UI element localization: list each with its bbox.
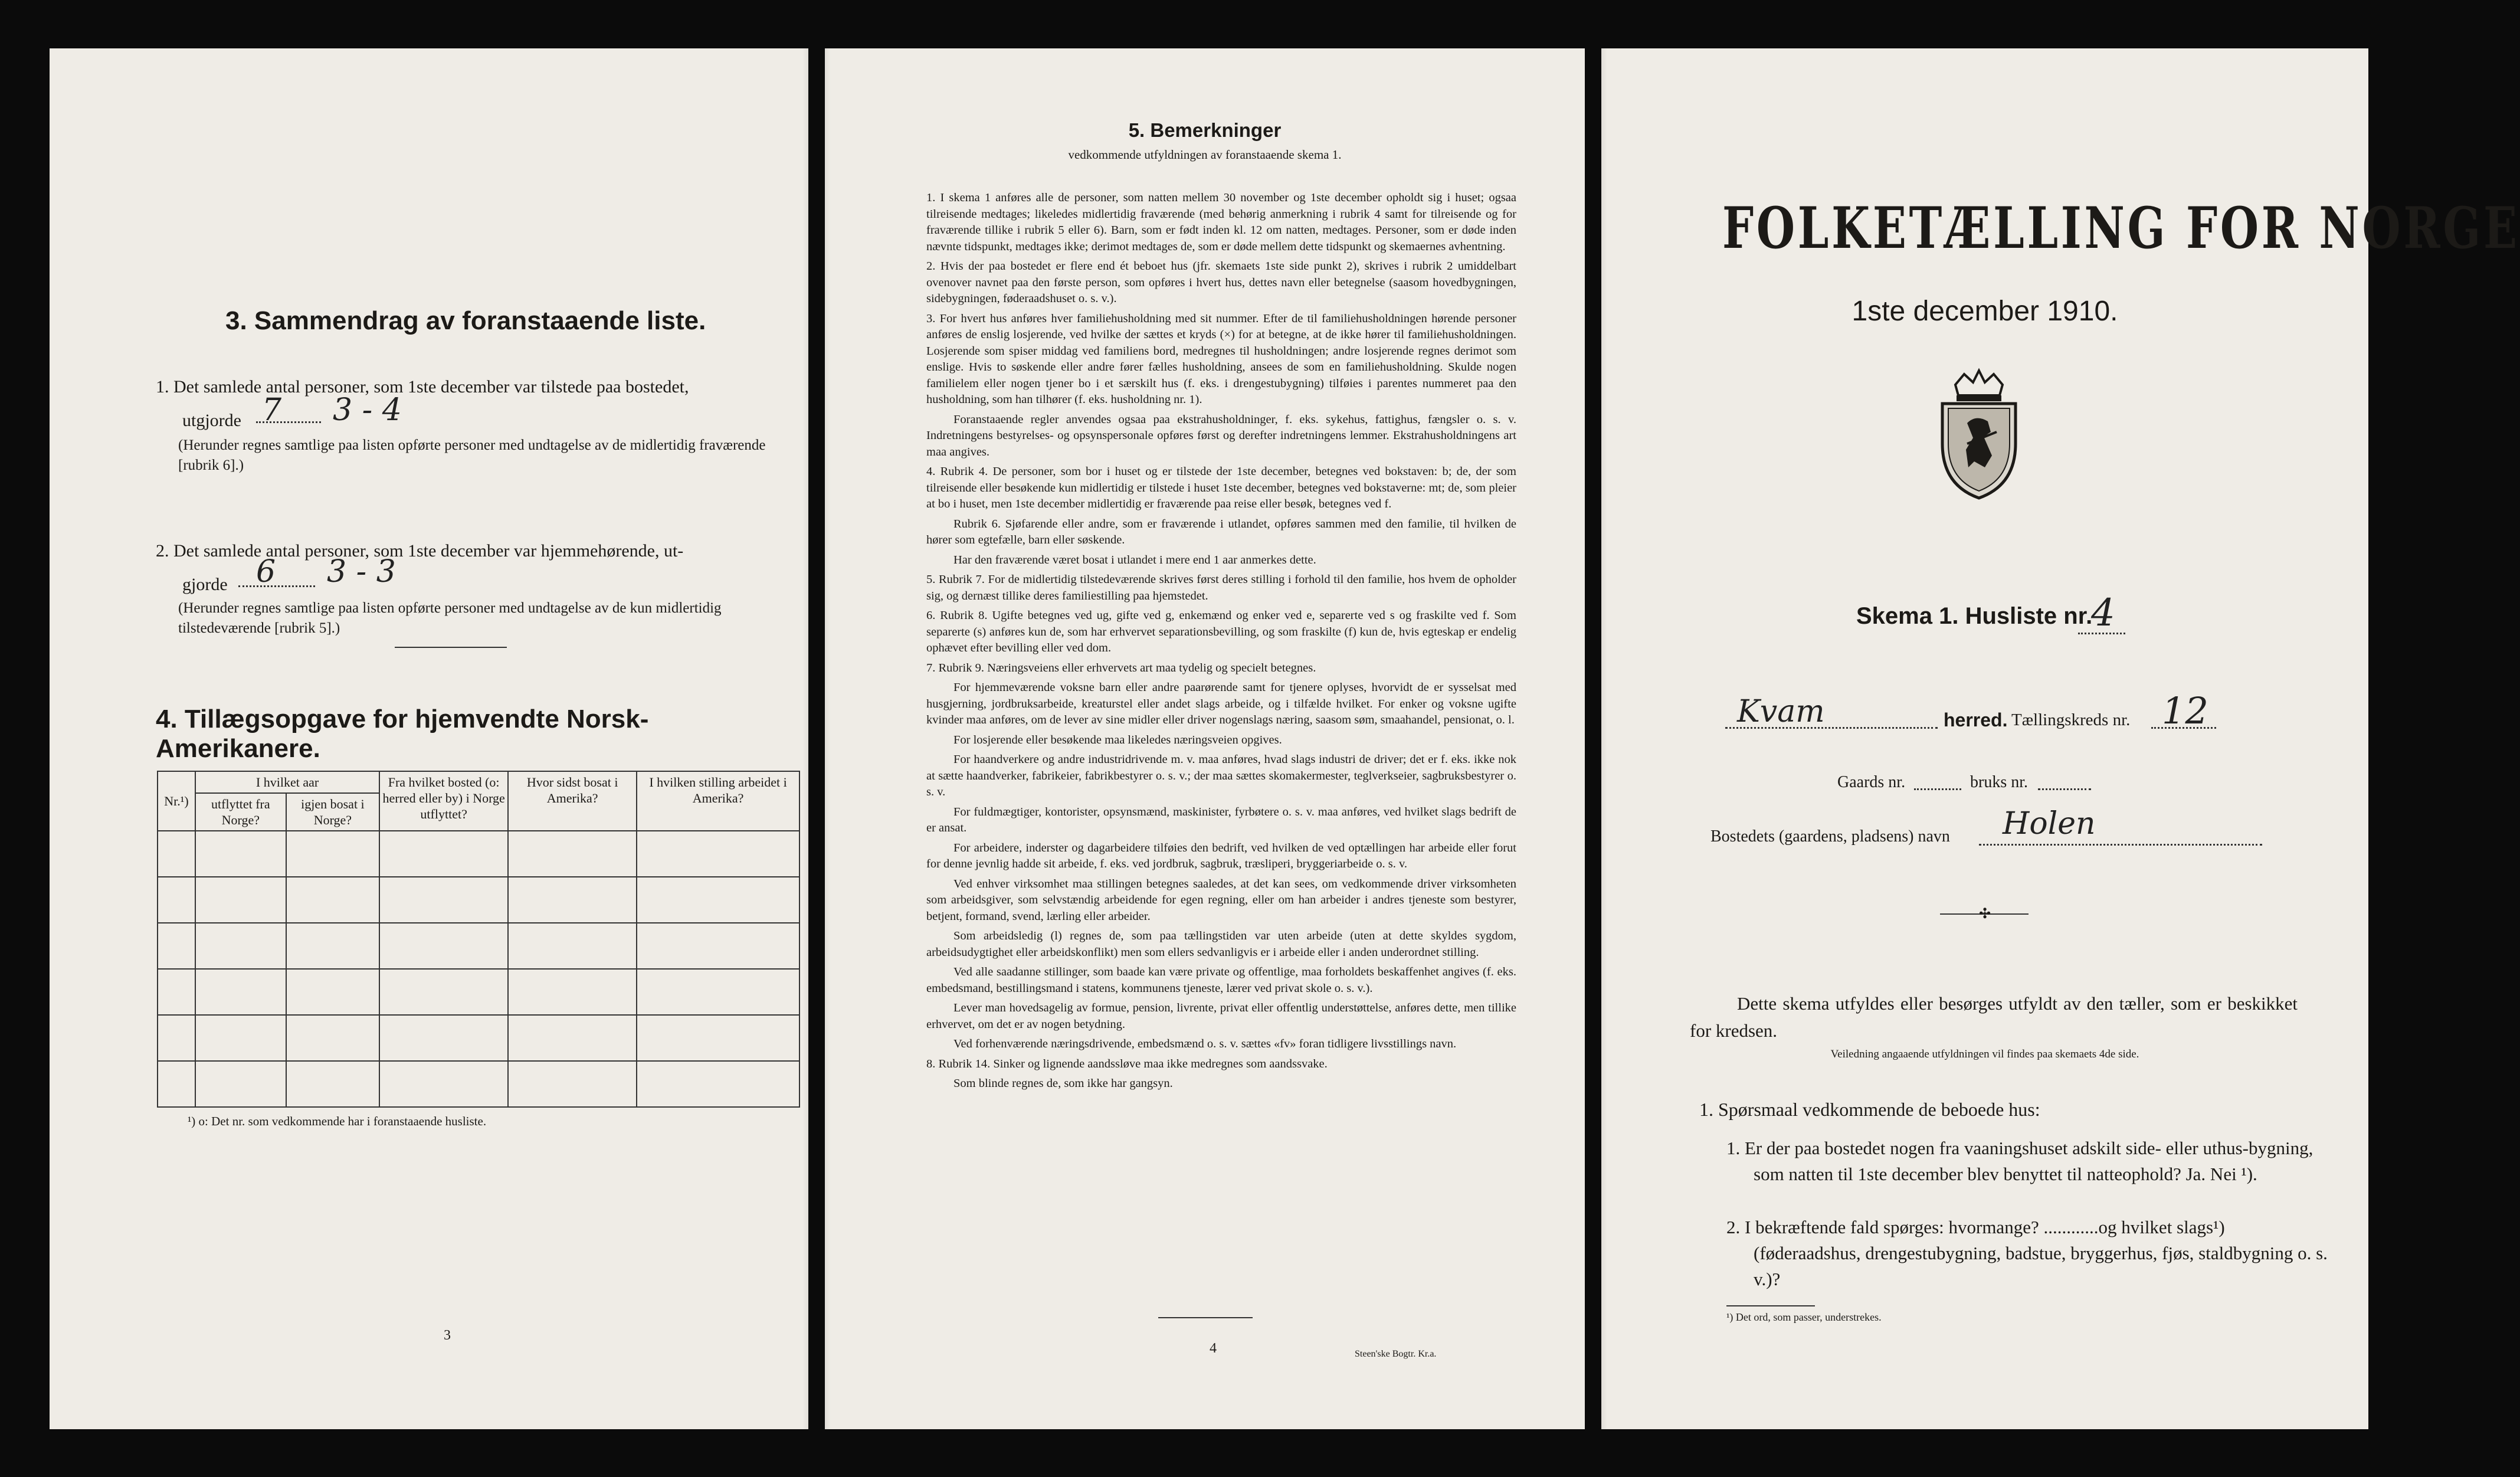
remark-2: 2. Hvis der paa bostedet er flere end ét beboet hus (jfr. skemaets 1ste side punkt 2), skrives i rubrik 2 umiddelbart ovenover navnet paa den første person, som opføres i hvert hus, dettes navn eller betegnelse (saasom hovedbygningen, sidebygningen, føderaadshuset o. s. v.).: [926, 260, 1516, 305]
printer-mark: Steen'ske Bogtr. Kr.a.: [1355, 1349, 1437, 1359]
remark-7k: Ved forhenværende næringsdrivende, embedsmænd o. s. v. sættes «fv» foran tidligere livsstillings navn.: [953, 1037, 1457, 1050]
remark-8b: Som blinde regnes de, som ikke har gangsyn.: [953, 1077, 1173, 1090]
herred-value: Kvam: [1737, 694, 1825, 729]
coat-of-arms-icon: [1932, 367, 2026, 503]
remark-7e: For fuldmægtiger, kontorister, opsynsmænd, maskinister, fyrbøtere o. s. v. maa anføres, ved hvilket slags bedrift de er ansat.: [926, 805, 1516, 834]
veiledning-text: Veiledning angaaende utfyldningen vil findes paa skemaets 4de side.: [1830, 1048, 2139, 1060]
table-row: [158, 831, 799, 877]
remark-7g: Ved enhver virksomhet maa stillingen betegnes saaledes, at det kan sees, om vedkommende driver virksomheten som arbeidsgiver, som selvstændig arbeidende for egen regning, eller om han arbeider i andres tjeneste som bestyrer, betjent, formand, svend, lærling eller arbeider.: [926, 877, 1516, 923]
question-1: 1. Er der paa bostedet nogen fra vaaningshuset adskilt side- eller uthus-bygning, som natten til 1ste december blev benyttet til natteophold? Ja. Nei ¹).: [1726, 1138, 2313, 1184]
remark-3: 3. For hvert hus anføres hver familiehusholdning med sit nummer. Efter de til familiehusholdningen hørende personer anføres de enslig losjerende, ved hvilke der sættes et kryds (×) for at betegne, at de ikke hører til familiehusholdningen. Losjerende som spiser middag ved familiens bord, medregnes til husholdningen; andre losjerende regnes derimot som enslige. Hvis to søskende eller andre fører fælles husholdning, ansees de som en familiehusholdning. Skulde nogen familielem eller nogen tjener bo i et særskilt hus (f. eks. i drengestubygning) tilføies i parentes nummeret paa den husholdning, som han tilhører (f. eks. husholdning nr. 1).: [926, 312, 1516, 406]
herred-label: herred.: [1944, 709, 2008, 731]
q2-label: gjorde: [182, 575, 228, 594]
remark-7i: Ved alle saadanne stillinger, som baade kan være private og offentlige, maa forholdets beskaffenhet angives (f. eks. embedsmand, bestillingsmand i statens, kommunens tjeneste, lærer ved privat skole o. s. v.).: [926, 965, 1516, 995]
q1-note: (Herunder regnes samtlige paa listen opførte personer med undtagelse av de midlertidig fraværende [rubrik 6].): [178, 437, 766, 473]
q2-tally: 3 - 3: [327, 554, 396, 590]
q2-text: 2. Det samlede antal personer, som 1ste december var hjemmehørende, ut-: [156, 541, 684, 561]
question-2: 2. I bekræftende fald spørges: hvormange? ............og hvilket slags¹) (føderaadshus, drengestubygning, badstue, bryggerhus, fjøs, staldbygning o. s. v.)?: [1726, 1217, 2328, 1289]
bruks-label: bruks nr.: [1970, 773, 2028, 791]
remark-7j: Lever man hovedsagelig av formue, pension, livrente, privat eller offentlig understøttelse, anføres dette, men tillike erhvervet, om det er av nogen betydning.: [926, 1001, 1516, 1031]
col-stilling: I hvilken stilling arbeidet i Amerika?: [637, 771, 799, 831]
divider: [395, 647, 507, 648]
remarks-subtitle: vedkommende utfyldningen av foranstaaende skema 1.: [1068, 148, 1342, 162]
page-4: [825, 48, 1585, 1429]
instruction-text: Dette skema utfyldes eller besørges utfyldt av den tæller, som er beskikket for kredsen.: [1690, 993, 2298, 1041]
remarks-title: 5. Bemerkninger: [1128, 119, 1282, 141]
section-4-title: 4. Tillægsopgave for hjemvendte Norsk-Amerikanere.: [156, 705, 649, 763]
remark-4c: Har den fraværende været bosat i utlandet i mere end 1 aar anmerkes dette.: [953, 553, 1316, 566]
col-group-year: I hvilket aar: [195, 771, 379, 793]
remark-7h: Som arbeidsledig (l) regnes de, som paa tællingstiden var uten arbeide (uten at dette skyldes sygdom, arbeidsudygtighet eller arbeidskonflikt) men som ellers sedvanligvis er i arbeide eller i anden underordnet stilling.: [926, 929, 1516, 959]
gaards-dotted-line: [1914, 788, 1961, 790]
footnote-divider: [1726, 1305, 1815, 1306]
col-igjen: igjen bosat i Norge?: [286, 793, 379, 831]
table-row: [158, 1015, 799, 1061]
remark-3b: Foranstaaende regler anvendes ogsaa paa ekstrahusholdninger, f. eks. sykehus, fattighus, fængsler o. s. v. Indretningens bestyrelses- og opsynspersonale opføres først og derefter indretningens lemmer. Ekstrahusholdningens art maa angives.: [926, 412, 1516, 459]
remark-7: 7. Rubrik 9. Næringsveiens eller erhvervets art maa tydelig og specielt betegnes.: [926, 661, 1316, 674]
remark-7b: For hjemmeværende voksne barn eller andre paarørende samt for tjenere oplyses, hvorvidt de er sysselsat med husgjerning, jordbruksarbeide, kreaturstel eller andet slags arbeide, og i tilfælde hvilket. For enker og voksne ugifte kvinder maa anføres, om de lever av sine midler eller driver nogenslags næring, saasom søm, smaahandel, pensionat, o. l.: [926, 681, 1516, 726]
q1-value: 7: [262, 392, 282, 428]
col-nr: Nr.¹): [158, 771, 195, 831]
gaards-label: Gaards nr.: [1837, 773, 1906, 791]
remark-4b: Rubrik 6. Sjøfarende eller andre, som er fraværende i utlandet, opføres sammen med den familie, til hvilken de hører som egtefælle, barn eller søskende.: [926, 517, 1516, 546]
page-1: [1601, 48, 2520, 1429]
divider: [1158, 1317, 1253, 1318]
col-utflyttet: utflyttet fra Norge?: [195, 793, 286, 831]
main-title: FOLKETÆLLING FOR NORGE: [1722, 195, 2520, 261]
remarks-body: [926, 190, 1516, 1096]
col-fra-bosted: Fra hvilket bosted (o: herred eller by) i Norge utflyttet?: [379, 771, 508, 831]
q1-text: 1. Det samlede antal personer, som 1ste december var tilstede paa bostedet,: [156, 377, 689, 397]
q2-note: (Herunder regnes samtlige paa listen opførte personer med undtagelse av de kun midlertidig tilstedeværende [rubrik 5].): [178, 600, 722, 636]
questions-heading: 1. Spørsmaal vedkommende de beboede hus:: [1699, 1099, 2040, 1120]
norsk-amerikanere-table: [157, 771, 800, 1108]
remark-4: 4. Rubrik 4. De personer, som bor i huset og er tilstede der 1ste december, betegnes ved bokstaven: b; de, der som tilreisende eller besøkende kun midlertidig er tilstede i huset 1ste december, betegnes ved bokstaverne: mt; de, som pleier at bo i huset, men 1ste december midlertidig er fraværende paa reise eller besøk, betegnes ved f.: [926, 465, 1516, 510]
table-footnote: ¹) o: Det nr. som vedkommende har i foranstaaende husliste.: [188, 1114, 487, 1128]
q1-tally: 3 - 4: [333, 392, 402, 428]
page-3: [50, 48, 808, 1429]
section-3-title: 3. Sammendrag av foranstaaende liste.: [225, 306, 706, 335]
skema-label: Skema 1. Husliste nr.: [1856, 603, 2093, 629]
bosted-dotted-line: [1979, 844, 2262, 846]
q2-dotted-line: [238, 585, 315, 587]
remark-6: 6. Rubrik 8. Ugifte betegnes ved ug, gifte ved g, enkemænd og enker ved e, separerte ved s og fraskilte ved f. Som separerte (s) anføres kun de, som har erhvervet separationsbevilling, og som fraskilte (f) kun de, hvis egteskap er endelig ophævet efter bevilling eller ved dom.: [926, 609, 1516, 654]
kreds-value: 12: [2162, 689, 2208, 732]
bosted-value: Holen: [2003, 806, 2096, 841]
footnote: ¹) Det ord, som passer, understrekes.: [1726, 1311, 1882, 1323]
census-date: 1ste december 1910.: [1852, 296, 2118, 327]
husliste-value: 4: [2091, 591, 2115, 635]
page-number: 4: [1210, 1341, 1217, 1356]
kreds-label: Tællingskreds nr.: [2011, 710, 2131, 729]
table-row: [158, 969, 799, 1015]
table-row: [158, 1061, 799, 1107]
ornament-icon: ✣: [1979, 906, 1991, 922]
col-sidst-bosat: Hvor sidst bosat i Amerika?: [508, 771, 637, 831]
remark-7f: For arbeidere, inderster og dagarbeidere tilføies den bedrift, ved hvilken de ved optællingen har arbeide eller forut for denne jevnlig hadde sit arbeide, f. eks. ved jordbruk, sagbruk, træsliperi, bryggeriarbeide o. s. v.: [926, 841, 1516, 870]
remark-8: 8. Rubrik 14. Sinker og lignende aandssløve maa ikke medregnes som aandssvake.: [926, 1057, 1328, 1070]
page-number: 3: [444, 1328, 451, 1343]
remark-7d: For haandverkere og andre industridrivende m. v. maa anføres, hvad slags industri de driver; det er f. eks. ikke nok at sætte haandverker, fabrikeier, fabrikbestyrer o. s. v.; der maa sættes skomakermester, teglverkseier, sagbruksbestyrer o. s. v.: [926, 753, 1516, 798]
remark-7c: For losjerende eller besøkende maa likeledes næringsveien opgives.: [953, 733, 1282, 746]
q2-value: 6: [256, 554, 276, 590]
remark-1: 1. I skema 1 anføres alle de personer, som natten mellem 30 november og 1ste december opholdt sig i huset; ogsaa tilreisende medtages; likeledes midlertidig fraværende (med behørig anmerkning i rubrik 4 samt for tilreisende og for fraværende tillike i rubrik 5 eller 6). Barn, som er født inden kl. 12 om natten, medtages. Personer, som er døde inden nævnte tidspunkt, medtages ikke; derimot medtages de, som er døde mellem dette tidspunkt og skemaernes avhentning.: [926, 191, 1516, 253]
table-row: [158, 923, 799, 969]
remark-5: 5. Rubrik 7. For de midlertidig tilstedeværende skrives først deres stilling i forhold til den familie, hos hvem de opholder sig, og dernæst tillike deres familiestilling paa hjemstedet.: [926, 573, 1516, 602]
table-row: [158, 877, 799, 923]
bosted-label: Bostedets (gaardens, pladsens) navn: [1710, 827, 1950, 846]
bruks-dotted-line: [2038, 788, 2091, 790]
q1-label: utgjorde: [182, 411, 241, 430]
